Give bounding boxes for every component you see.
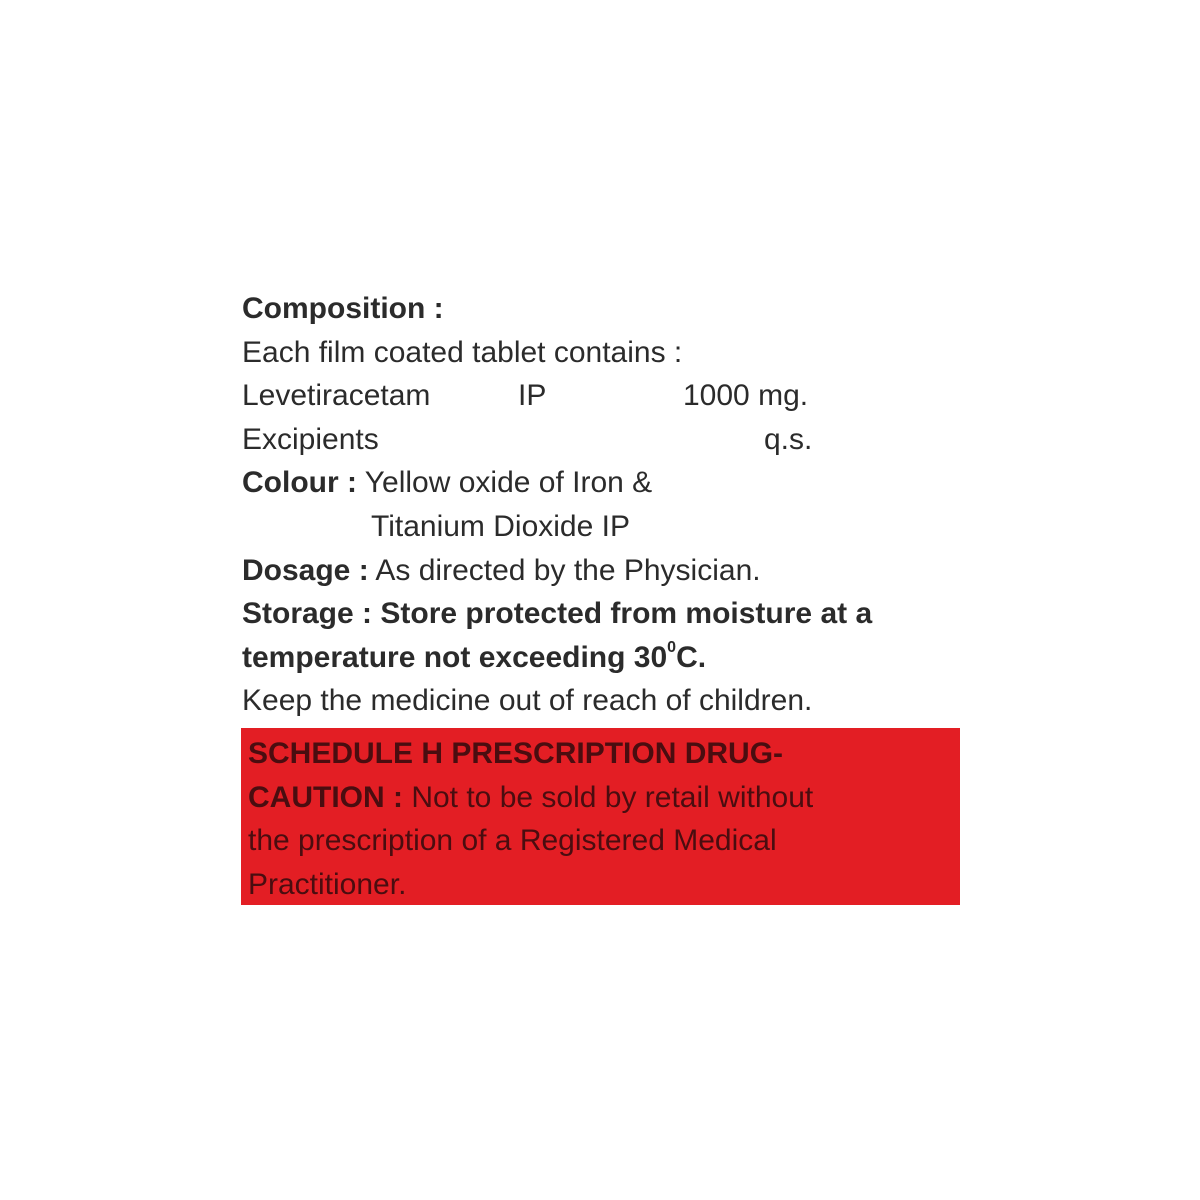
ingredient-name: Levetiracetam bbox=[242, 379, 431, 413]
label-text-block bbox=[242, 287, 962, 723]
dosage-label: Dosage : bbox=[242, 553, 369, 587]
colour-line-1 bbox=[242, 461, 962, 505]
colour-label: Colour : bbox=[242, 466, 357, 500]
storage-unit: C. bbox=[676, 640, 707, 674]
caution-text-1: Not to be sold by retail without bbox=[411, 780, 814, 814]
warning-heading: SCHEDULE H PRESCRIPTION DRUG- bbox=[248, 737, 784, 770]
caution-label: CAUTION : bbox=[248, 780, 403, 814]
warning-caution-line-2: the prescription of a Registered Medical bbox=[248, 824, 777, 858]
ingredient-standard: IP bbox=[518, 379, 547, 413]
ingredient-name: Excipients bbox=[242, 422, 379, 456]
keep-out-of-reach: Keep the medicine out of reach of children. bbox=[242, 684, 813, 718]
schedule-h-warning-box bbox=[241, 728, 960, 905]
storage-line-1 bbox=[242, 592, 962, 636]
warning-caution-line-1 bbox=[248, 776, 960, 820]
dosage-line bbox=[242, 549, 962, 593]
degree-mark: 0 bbox=[667, 638, 677, 656]
composition-heading: Composition : bbox=[242, 292, 444, 325]
storage-line-2 bbox=[242, 636, 962, 680]
storage-text-2: temperature not exceeding 30 bbox=[242, 640, 668, 674]
dosage-text: As directed by the Physician. bbox=[375, 553, 761, 587]
colour-value-1: Yellow oxide of Iron & bbox=[364, 466, 653, 500]
colour-line-2: Titanium Dioxide IP bbox=[371, 509, 630, 543]
ingredient-row-levetiracetam bbox=[242, 374, 962, 418]
ingredient-row-excipients bbox=[242, 418, 962, 462]
composition-intro: Each film coated tablet contains : bbox=[242, 335, 683, 369]
warning-caution-line-3: Practitioner. bbox=[248, 867, 407, 901]
ingredient-amount: 1000 mg. bbox=[683, 379, 809, 413]
ingredient-amount: q.s. bbox=[764, 422, 813, 456]
storage-text-1: Store protected from moisture at a bbox=[380, 597, 873, 631]
storage-label: Storage : bbox=[242, 597, 373, 631]
